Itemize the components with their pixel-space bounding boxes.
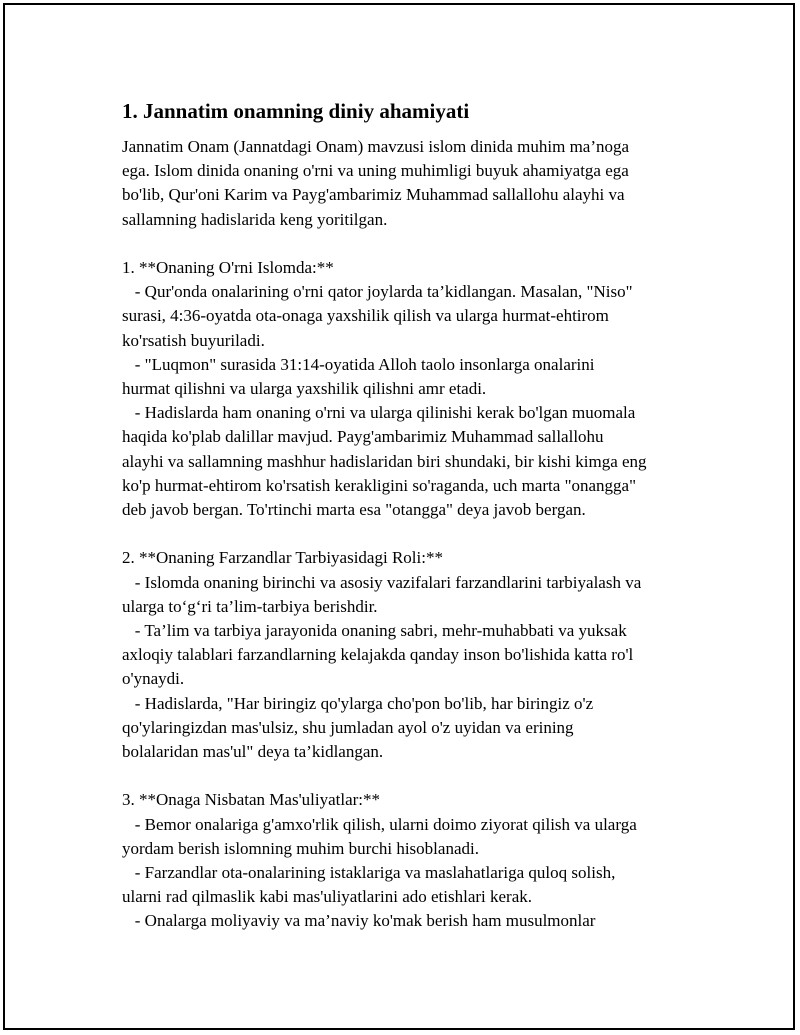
document-body: [122, 97, 712, 934]
text-line: 2. **Onaning Farzandlar Tarbiyasidagi Roli:**: [122, 548, 443, 568]
text-line: yordam berish islomning muhim burchi hisoblanadi.: [122, 838, 479, 858]
document-title: 1. Jannatim onamning diniy ahamiyati: [122, 99, 470, 123]
text-line: ularga to‘g‘ri ta’lim-tarbiya berishdir.: [122, 596, 378, 616]
text-line: alayhi va sallamning mashhur hadislaridan biri shundaki, bir kishi kimga eng: [122, 451, 647, 471]
text-line: - Hadislarda ham onaning o'rni va ularga qilinishi kerak bo'lgan muomala: [122, 403, 636, 423]
text-line: haqida ko'plab dalillar mavjud. Payg'ambarimiz Muhammad sallallohu: [122, 427, 604, 447]
text-line: sallamning hadislarida keng yoritilgan.: [122, 209, 388, 229]
text-line: hurmat qilishni va ularga yaxshilik qilishni amr etadi.: [122, 379, 487, 399]
text-line: - "Luqmon" surasida 31:14-oyatida Alloh taolo insonlarga onalarini: [122, 354, 595, 374]
page-frame: [3, 3, 795, 1030]
text-line: ularni rad qilmaslik kabi mas'uliyatlarini ado etishlari kerak.: [122, 887, 533, 907]
blank-line: [122, 764, 712, 788]
text-line: - Ta’lim va tarbiya jarayonida onaning sabri, mehr-muhabbati va yuksak: [122, 621, 627, 641]
text-line: ega. Islom dinida onaning o'rni va uning muhimligi buyuk ahamiyatga ega: [122, 161, 629, 181]
blank-line: [122, 522, 712, 546]
text-line: bo'lib, Qur'oni Karim va Payg'ambarimiz Muhammad sallallohu alayhi va: [122, 185, 625, 205]
document-text: [122, 135, 712, 934]
text-line: ko'p hurmat-ehtirom ko'rsatish kerakligini so'raganda, uch marta "onangga": [122, 475, 637, 495]
text-line: deb javob bergan. To'rtinchi marta esa "otangga" deya javob bergan.: [122, 500, 586, 520]
text-line: axloqiy talablari farzandlarning kelajakda qanday inson bo'lishida katta ro'l: [122, 645, 634, 665]
text-line: - Hadislarda, "Har biringiz qo'ylarga cho'pon bo'lib, har biringiz o'z: [122, 693, 594, 713]
text-line: - Islomda onaning birinchi va asosiy vazifalari farzandlarini tarbiyalash va: [122, 572, 642, 592]
text-line: surasi, 4:36-oyatda ota-onaga yaxshilik qilish va ularga hurmat-ehtirom: [122, 306, 609, 326]
text-line: Jannatim Onam (Jannatdagi Onam) mavzusi islom dinida muhim ma’noga: [122, 137, 630, 156]
text-line: - Qur'onda onalarining o'rni qator joylarda ta’kidlangan. Masalan, "Niso": [122, 282, 633, 302]
text-line: qo'ylaringizdan mas'ulsiz, shu jumladan ayol o'z uyidan va erining: [122, 717, 574, 737]
text-line: - Bemor onalariga g'amxo'rlik qilish, ularni doimo ziyorat qilish va ularga: [122, 814, 637, 834]
text-line: bolalaridan mas'ul" deya ta’kidlangan.: [122, 742, 384, 762]
text-line: ko'rsatish buyuriladi.: [122, 330, 265, 350]
text-line: 3. **Onaga Nisbatan Mas'uliyatlar:**: [122, 790, 381, 810]
text-line: - Farzandlar ota-onalarining istaklariga va maslahatlariga quloq solish,: [122, 863, 616, 883]
text-line: 1. **Onaning O'rni Islomda:**: [122, 258, 334, 277]
blank-line: [122, 232, 712, 256]
text-line: - Onalarga moliyaviy va ma’naviy ko'mak berish ham musulmonlar: [122, 911, 596, 931]
text-line: o'ynaydi.: [122, 669, 185, 689]
